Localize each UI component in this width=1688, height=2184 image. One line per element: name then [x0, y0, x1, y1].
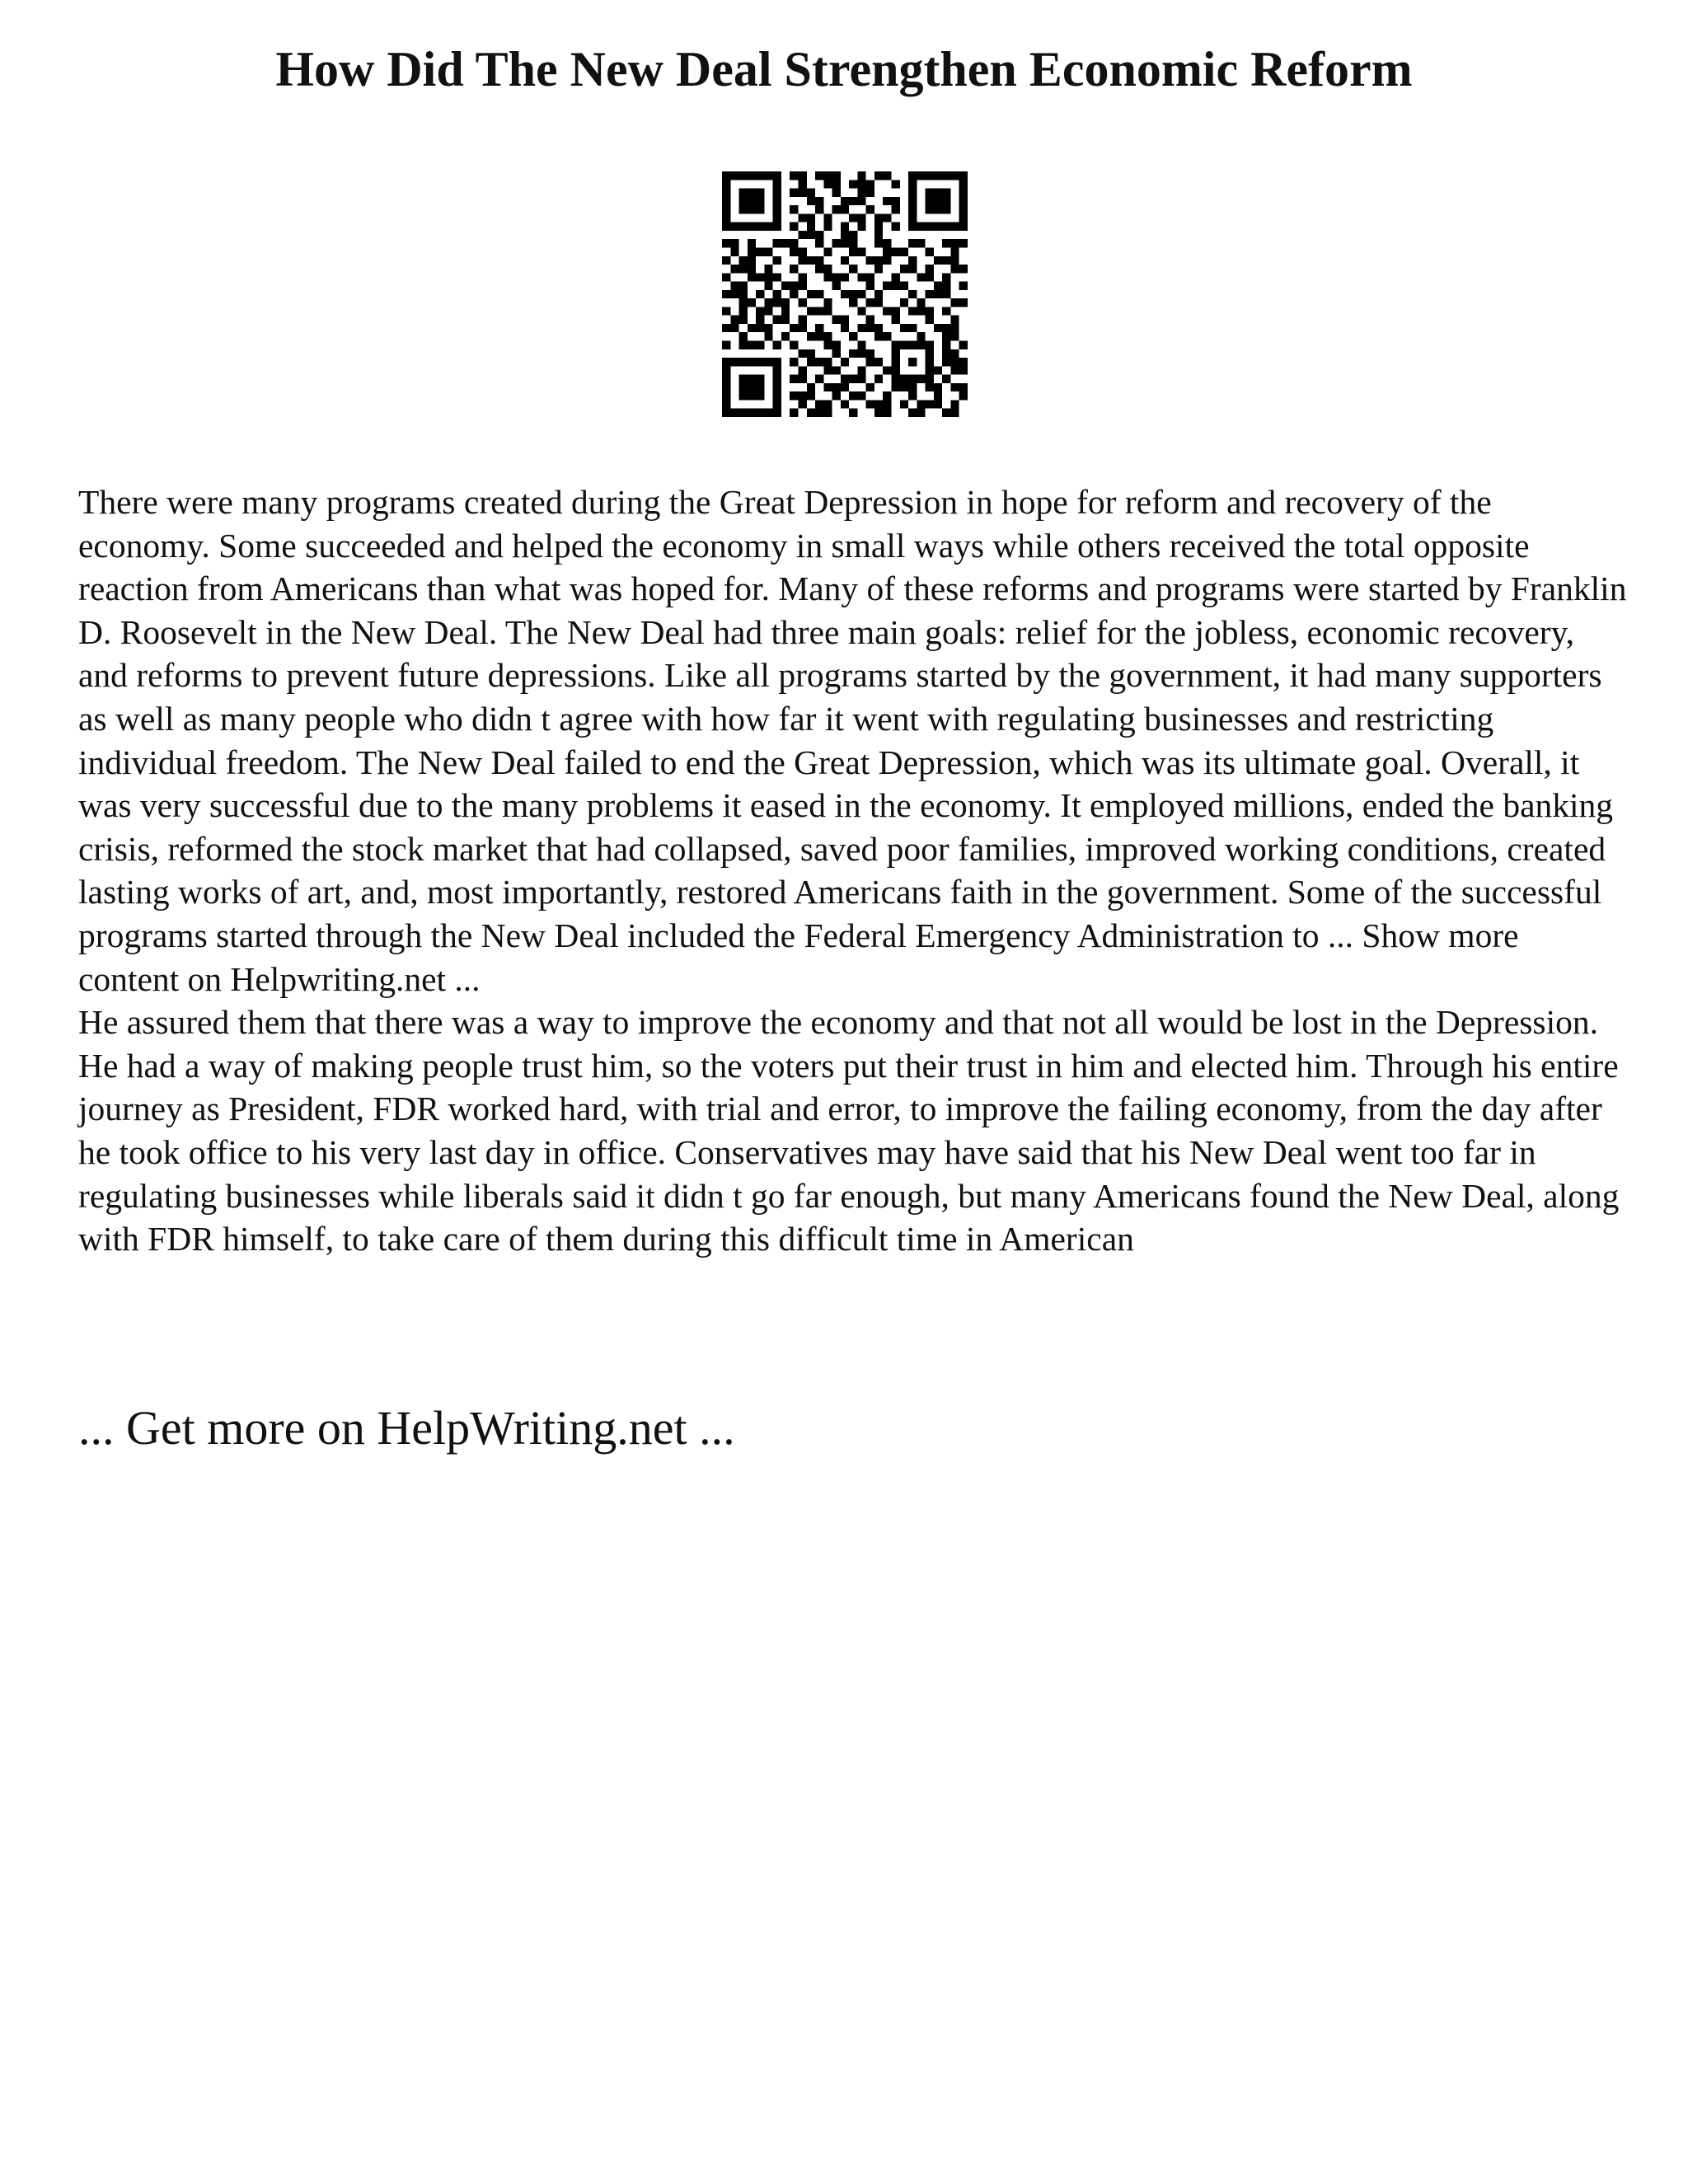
page-title: How Did The New Deal Strengthen Economic Reform — [275, 42, 1413, 96]
paragraph-1: There were many programs created during the Great Depression in hope for reform and recovery of the economy. Some succeeded and helped the economy in small ways while others received the total opposite reaction from Americans than what was hoped for. Many of these reforms and programs were started by Franklin D. Roosevelt in the New Deal. The New Deal had three main goals: relief for the jobless, economic recovery, and reforms to prevent future depressions. Like all programs started by the government, it had many supporters as well as many people who didn t agree with how far it went with regulating businesses and restricting individual freedom. The New Deal failed to end the Great Depression, which was its ultimate goal. Overall, it was very successful due to the many problems it eased in the economy. It employed millions, ended the banking crisis, reformed the stock market that had collapsed, saved poor families, improved working conditions, created lasting works of art, and, most importantly, restored Americans faith in the government. Some of the successful programs started through the New Deal included the Federal Emergency Administration to ... Show more content on Helpwriting.net ... — [78, 483, 1627, 998]
qr-code-icon — [722, 171, 968, 417]
get-more-link[interactable]: ... Get more on HelpWriting.net ... — [78, 1401, 735, 1455]
article-body — [78, 480, 1628, 1261]
qr-code-image — [722, 171, 968, 417]
paragraph-2: He assured them that there was a way to improve the economy and that not all would be lost in the Depression. He had a way of making people trust him, so the voters put their trust in him and elected him. Through his entire journey as President, FDR worked hard, with trial and error, to improve the failing economy, from the day after he took office to his very last day in office. Conservatives may have said that his New Deal went too far in regulating businesses while liberals said it didn t go far enough, but many Americans found the New Deal, along with FDR himself, to take care of them during this difficult time in American — [78, 1003, 1620, 1258]
